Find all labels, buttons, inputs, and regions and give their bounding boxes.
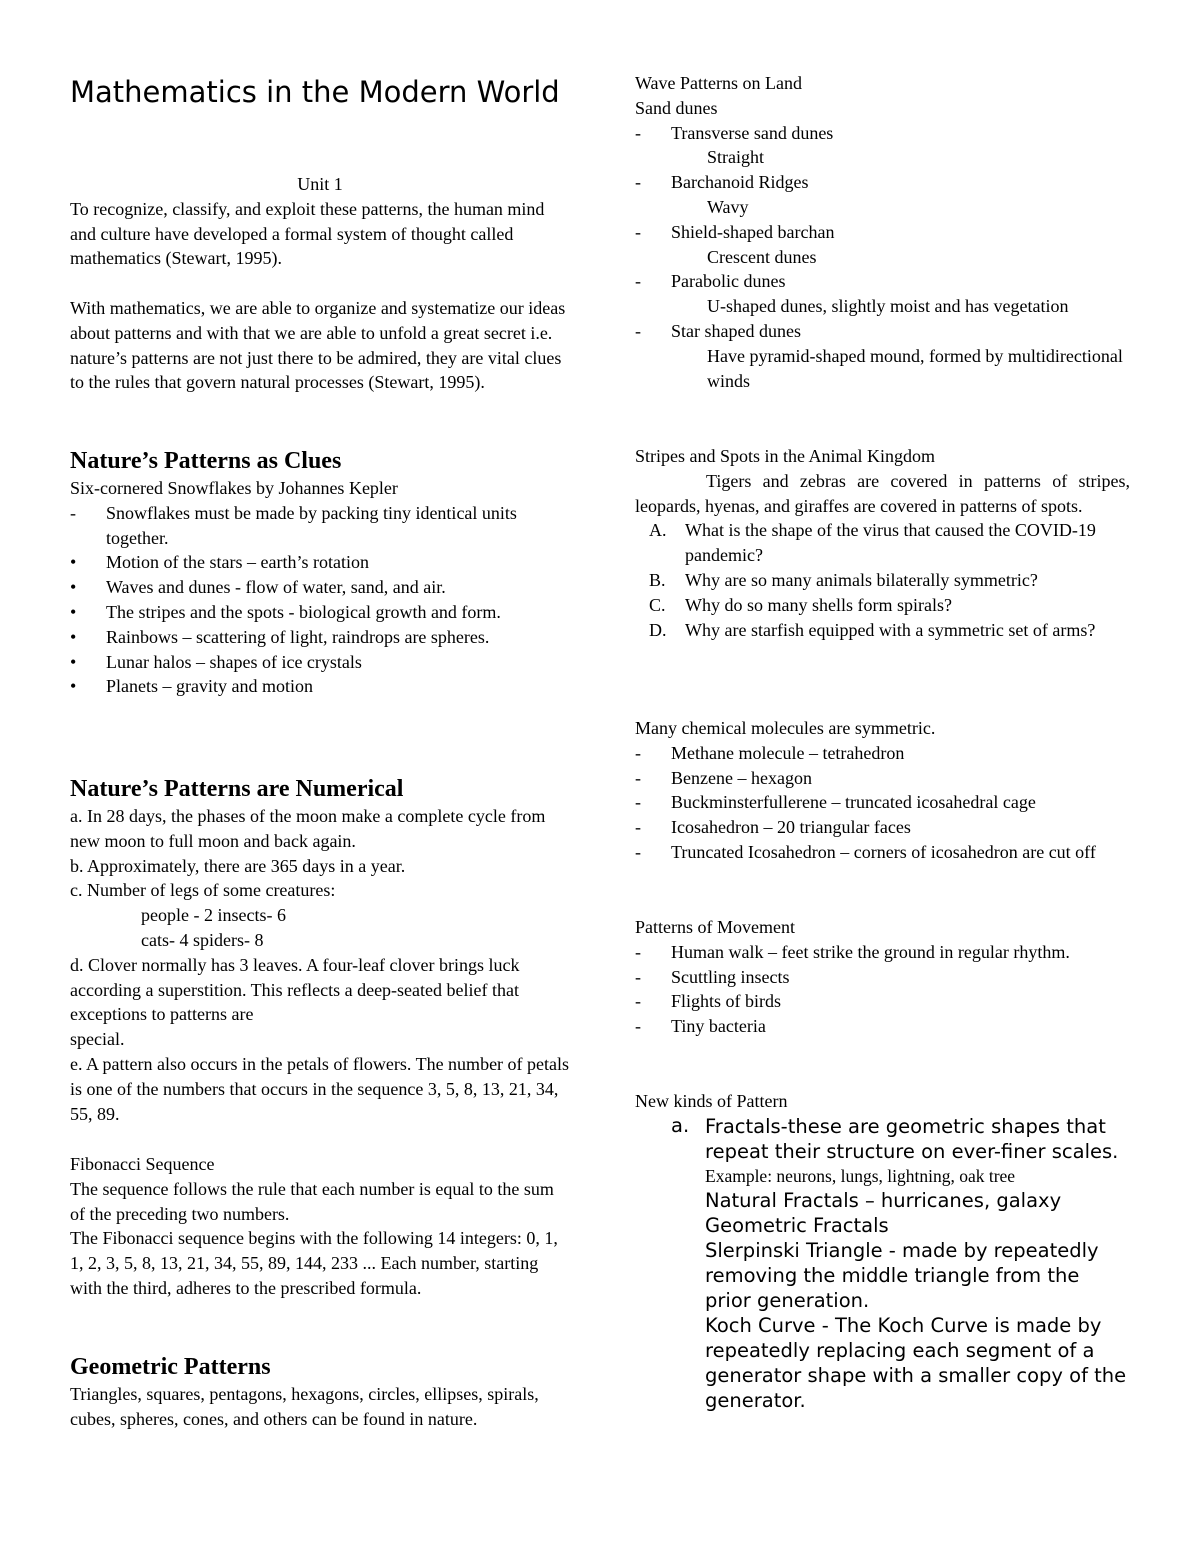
dune-name: Shield-shaped barchan [671,221,835,242]
molecules-list [635,741,1130,865]
numerical-item-a: a. In 28 days, the phases of the moon make a complete cycle from new moon to full moon and back again. [70,806,546,851]
clues-heading: Nature’s Patterns as Clues [70,448,342,474]
geometric-paragraph: Triangles, squares, pentagons, hexagons, circles, ellipses, spirals, cubes, spheres, cones, and others can be found in nature. [70,1384,539,1429]
list-item [635,319,1130,393]
geometric-heading: Geometric Patterns [70,1354,271,1380]
numerical-item-b: b. Approximately, there are 365 days in a year. [70,855,406,876]
numerical-heading: Nature’s Patterns are Numerical [70,776,404,802]
question-text: Why are starfish equipped with a symmetric set of arms? [685,619,1096,640]
numerical-section [70,774,570,1126]
numerical-item-d-end: special. [70,1029,125,1050]
numerical-item-c-line1: people - 2 insects- 6 [141,905,286,926]
list-item [635,518,1130,568]
list-item: • Lunar halos – shapes of ice crystals [70,650,570,675]
wave-subheading: Sand dunes [635,97,718,118]
fibonacci-paragraph-2: The Fibonacci sequence begins with the following 14 integers: 0, 1, 1, 2, 3, 5, 8, 13, 21, 34, 55, 89, 144, 233 ... Each number, starting with the third, adheres to the prescribed formula. [70,1228,558,1298]
numerical-item-c: c. Number of legs of some creatures: [70,880,336,901]
list-item: - Icosahedron – 20 triangular faces [635,815,1130,840]
list-item [635,170,1130,220]
list-item: - Methane molecule – tetrahedron [635,741,1130,766]
clues-dash-list [70,501,570,551]
intro-section [70,172,570,395]
list-item: - Scuttling insects [635,965,1130,990]
dune-name: Barchanoid Ridges [671,172,809,193]
list-item: - Human walk – feet strike the ground in regular rhythm. [635,940,1130,965]
dune-name: Transverse sand dunes [671,122,834,143]
wave-section [635,71,1130,393]
list-marker: B. [649,569,666,590]
list-item [635,618,1130,643]
dune-desc: Wavy [707,196,749,217]
molecules-heading: Many chemical molecules are symmetric. [635,718,936,738]
list-item: • Motion of the stars – earth’s rotation [70,550,570,575]
new-kinds-heading: New kinds of Pattern [635,1091,788,1111]
list-item: - Benzene – hexagon [635,766,1130,791]
list-item [635,593,1130,618]
list-item: • Planets – gravity and motion [70,674,570,699]
natural-fractals: Natural Fractals – hurricanes, galaxy [705,1188,1062,1212]
question-text: Why do so many shells form spirals? [685,594,952,615]
fibonacci-heading: Fibonacci Sequence [70,1154,215,1174]
intro-paragraph-2: With mathematics, we are able to organize and systematize our ideas about patterns and with that we are able to unfold a great secret i.e. nature’s patterns are not just there to be admired, they are vital clues to the rules that govern natural processes (Stewart, 1995). [70,297,566,393]
list-marker: a. [671,1113,690,1137]
dune-desc: Straight [707,147,764,168]
list-item [635,568,1130,593]
dune-name: Parabolic dunes [671,271,786,292]
stripes-paragraph: Tigers and zebras are covered in patterns of stripes, leopards, hyenas, and giraffes are covered in patterns of spots. [635,470,1130,516]
intro-paragraph-1: To recognize, classify, and exploit these patterns, the human mind and culture have developed a formal system of thought called mathematics (Stewart, 1995). [70,198,545,269]
new-kinds-section [635,1089,1130,1413]
fractals-item [635,1114,1130,1413]
stripes-section [635,444,1130,642]
stripes-heading: Stripes and Spots in the Animal Kingdom [635,446,935,466]
list-item [635,269,1130,319]
list-item [635,220,1130,270]
list-item: - Flights of birds [635,989,1130,1014]
fibonacci-paragraph-1: The sequence follows the rule that each number is equal to the sum of the preceding two numbers. [70,1178,554,1224]
list-item [635,121,1130,171]
list-item: • Rainbows – scattering of light, raindrops are spheres. [70,625,570,650]
numerical-item-c-line2: cats- 4 spiders- 8 [141,929,264,950]
list-marker: C. [649,594,666,615]
wave-heading: Wave Patterns on Land [635,73,803,93]
sierpinski-triangle: Slerpinski Triangle - made by repeatedly removing the middle triangle from the prior generation. [705,1238,1099,1312]
dune-desc: Crescent dunes [707,246,817,267]
dune-name: Star shaped dunes [671,320,801,341]
list-marker: D. [649,619,667,640]
fractals-definition: Fractals-these are geometric shapes that repeat their structure on ever-finer scales. [705,1114,1119,1163]
unit-label: Unit 1 [297,174,343,194]
question-text: What is the shape of the virus that caused the COVID-19 pandemic? [685,520,1096,566]
dunes-list [635,121,1130,394]
koch-curve: Koch Curve - The Koch Curve is made by repeatedly replacing each segment of a generator shape with a smaller copy of the [705,1313,1127,1387]
list-item: - Snowflakes must be made by packing tiny identical units together. [70,501,570,551]
list-item: • Waves and dunes - flow of water, sand, and air. [70,575,570,600]
numerical-item-d: d. Clover normally has 3 leaves. A four-leaf clover brings luck according a superstition. This reflects a deep-seated belief that exceptions to patterns are [70,954,520,1025]
geometric-fractals: Geometric Fractals [705,1213,889,1237]
question-text: Why are so many animals bilaterally symmetric? [685,569,1038,590]
fibonacci-section [70,1152,570,1301]
clues-section [70,446,570,699]
clues-subheading: Six-cornered Snowflakes by Johannes Kepler [70,478,398,498]
list-item: - Truncated Icosahedron – corners of icosahedron are cut off [635,840,1130,865]
dune-desc: U-shaped dunes, slightly moist and has vegetation [707,296,1069,317]
movement-section [635,915,1130,1039]
list-item: - Buckminsterfullerene – truncated icosahedral cage [635,790,1130,815]
molecules-section [635,716,1130,865]
list-item: • The stripes and the spots - biological growth and form. [70,600,570,625]
geometric-section [70,1352,570,1432]
fractals-example: Example: neurons, lungs, lightning, oak tree [705,1165,1016,1186]
koch-curve-end: generator. [705,1388,806,1412]
movement-heading: Patterns of Movement [635,917,795,937]
clues-bullet-list [70,550,570,699]
list-item: - Tiny bacteria [635,1014,1130,1039]
dune-desc: Have pyramid-shaped mound, formed by multidirectional winds [707,345,1123,391]
list-marker: A. [649,520,667,541]
page-title: Mathematics in the Modern World [70,75,560,109]
questions-list [635,518,1130,642]
movement-list [635,940,1130,1039]
numerical-item-e: e. A pattern also occurs in the petals of flowers. The number of petals is one of the numbers that occurs in the sequence 3, 5, 8, 13, 21, 34, 55, 89. [70,1053,570,1124]
